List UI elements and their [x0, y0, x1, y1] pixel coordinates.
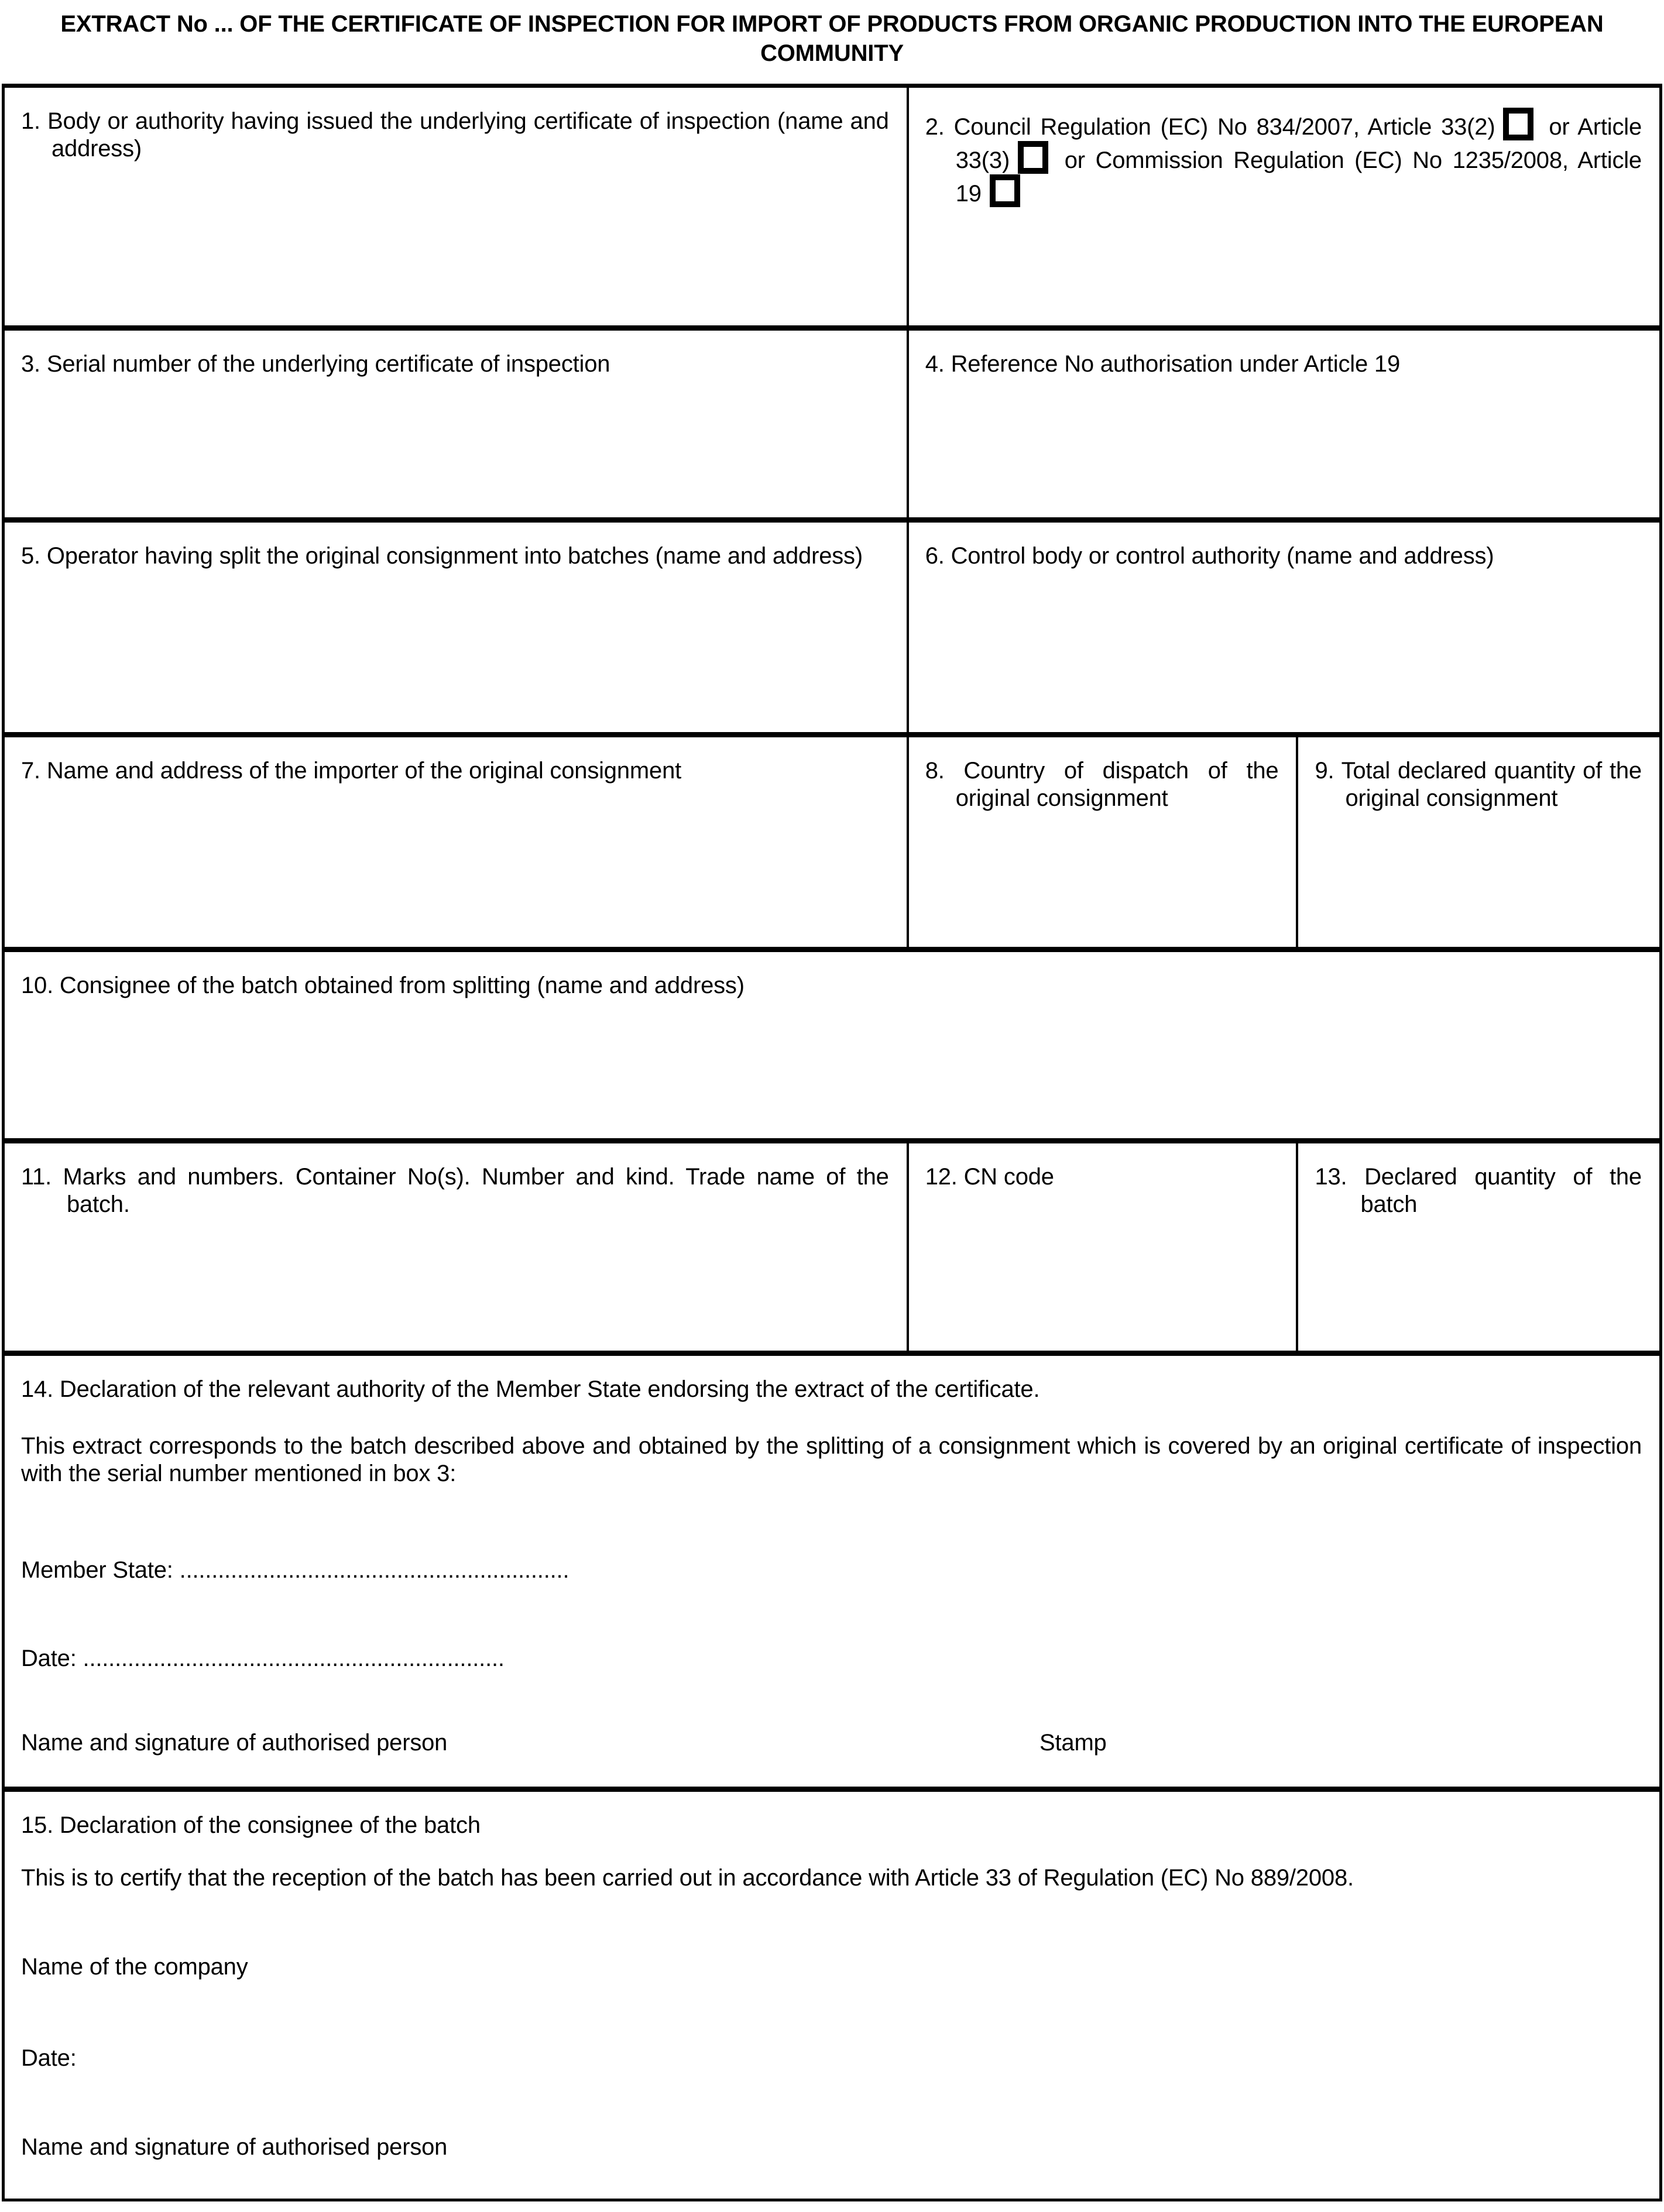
- box-15-declaration-text: This is to certify that the reception of the batch has been carried out in accordance with Article 33 of Regulation (EC) No 889/2008.: [21, 1865, 1354, 1891]
- box-6-control-body-cell: [907, 523, 1659, 732]
- row-6: [5, 1143, 1659, 1356]
- box-5-label: 5. Operator having split the original consignment into batches (name and address): [21, 543, 863, 569]
- member-state-line: [21, 1557, 1642, 1584]
- box-2-text-part2: or Article 33(3): [955, 114, 1642, 173]
- row-1: [5, 88, 1659, 331]
- document-title: [0, 9, 1664, 68]
- box-9-total-quantity-cell: [1296, 737, 1659, 947]
- date-fill-line: ..................................................................: [83, 1646, 505, 1671]
- date-label-box14: Date:: [21, 1646, 77, 1671]
- box-15-consignee-declaration-cell: [5, 1792, 1659, 2199]
- box-1-issuing-body-cell: [5, 88, 907, 325]
- certificate-form-table: [2, 84, 1662, 2201]
- row-5: [5, 952, 1659, 1143]
- document-title-line2: COMMUNITY: [760, 40, 904, 66]
- box-7-importer-cell: [5, 737, 907, 947]
- box-3-serial-number-cell: [5, 331, 907, 517]
- box-13-declared-quantity-cell: [1296, 1143, 1659, 1351]
- box-14-heading: 14. Declaration of the relevant authority of the Member State endorsing the extract of the certificate.: [21, 1376, 1040, 1402]
- row-8: [5, 1792, 1659, 2199]
- box-6-label: 6. Control body or control authority (name and address): [925, 543, 1494, 569]
- box-8-country-dispatch-cell: [907, 737, 1296, 947]
- member-state-label: Member State:: [21, 1557, 173, 1583]
- row-4: [5, 737, 1659, 952]
- box-14-authority-declaration-cell: [5, 1356, 1659, 1787]
- box-10-label: 10. Consignee of the batch obtained from splitting (name and address): [21, 973, 744, 998]
- article-19-checkbox[interactable]: [990, 174, 1020, 207]
- box-12-label: 12. CN code: [925, 1164, 1054, 1190]
- box-14-declaration-text: This extract corresponds to the batch described above and obtained by the splitting of a consignment which is covered by an original certificate of inspection with the serial number mentioned in box 3:: [21, 1433, 1642, 1486]
- box-15-heading: 15. Declaration of the consignee of the batch: [21, 1812, 481, 1838]
- date-line-box14: [21, 1645, 1642, 1672]
- stamp-label: Stamp: [1039, 1730, 1107, 1756]
- signature-stamp-row: [21, 1729, 1642, 1757]
- member-state-fill-line: .............................................................: [179, 1557, 569, 1583]
- box-2-legal-basis-cell: [907, 88, 1659, 325]
- box-11-label: 11. Marks and numbers. Container No(s). Number and kind. Trade name of the batch.: [21, 1164, 889, 1217]
- box-10-consignee-cell: [5, 952, 1659, 1138]
- article-33-3-checkbox[interactable]: [1018, 141, 1048, 174]
- box-12-cn-code-cell: [907, 1143, 1296, 1351]
- box-2-label: [925, 108, 1642, 208]
- box-13-label: 13. Declared quantity of the batch: [1315, 1164, 1642, 1217]
- signature-label-box14: Name and signature of authorised person: [21, 1730, 448, 1756]
- box-2-text-part3: or Commission Regulation (EC) No 1235/2008, Article 19: [955, 147, 1642, 207]
- box-4-reference-authorisation-cell: [907, 331, 1659, 517]
- row-3: [5, 523, 1659, 737]
- date-line-box15: Date:: [21, 2045, 77, 2071]
- box-3-label: 3. Serial number of the underlying certificate of inspection: [21, 351, 610, 377]
- document-title-line1: EXTRACT No ... OF THE CERTIFICATE OF INSPECTION FOR IMPORT OF PRODUCTS FROM ORGANIC PRODUCTION INTO THE EUROPEAN: [60, 11, 1604, 37]
- box-11-marks-numbers-cell: [5, 1143, 907, 1351]
- box-1-label: 1. Body or authority having issued the underlying certificate of inspection (name and address): [21, 108, 889, 162]
- box-8-label: 8. Country of dispatch of the original consignment: [925, 758, 1279, 811]
- row-2: [5, 331, 1659, 523]
- company-name-line: Name of the company: [21, 1954, 248, 1980]
- signature-line-box15: Name and signature of authorised person: [21, 2134, 448, 2160]
- box-7-label: 7. Name and address of the importer of the original consignment: [21, 758, 682, 784]
- box-4-label: 4. Reference No authorisation under Article 19: [925, 351, 1400, 377]
- box-2-text-part1: 2. Council Regulation (EC) No 834/2007, Article 33(2): [925, 114, 1495, 140]
- row-7: [5, 1356, 1659, 1792]
- article-33-2-checkbox[interactable]: [1503, 108, 1533, 140]
- box-9-label: 9. Total declared quantity of the original consignment: [1315, 758, 1642, 811]
- box-5-operator-cell: [5, 523, 907, 732]
